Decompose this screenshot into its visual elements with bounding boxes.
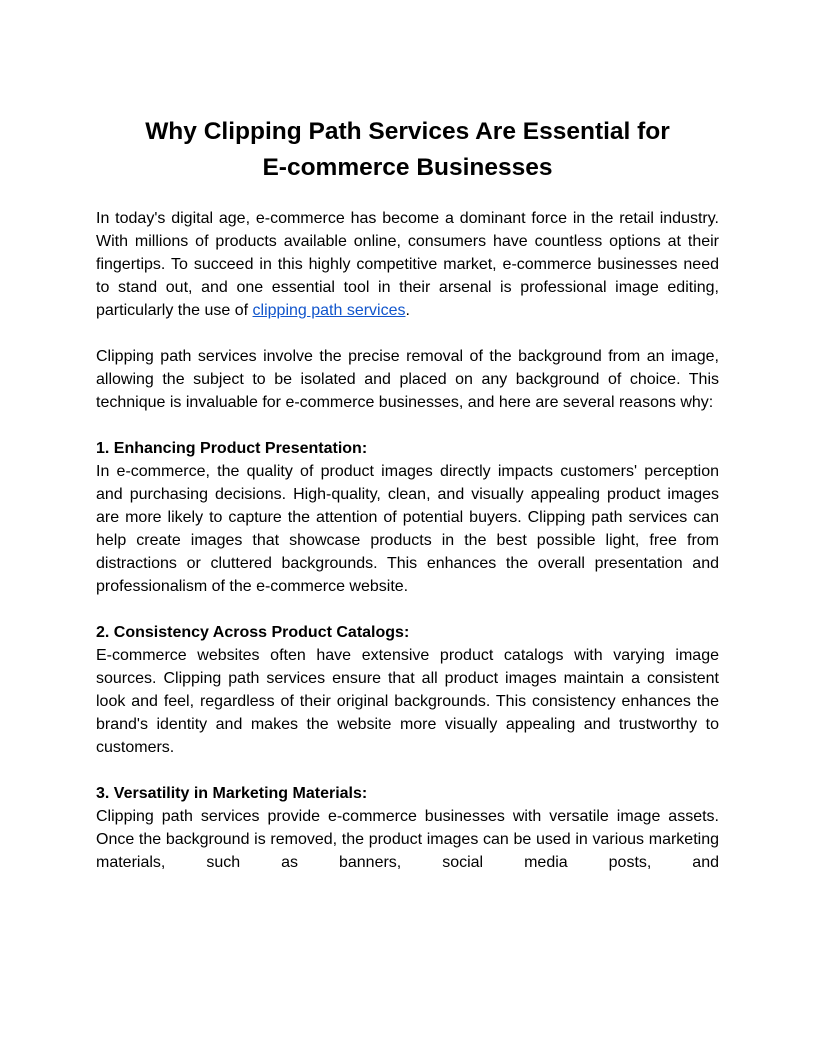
section-heading: 2. Consistency Across Product Catalogs:	[96, 624, 410, 641]
title-line-1: Why Clipping Path Services Are Essential for	[145, 118, 670, 145]
intro-text-end: .	[405, 302, 410, 319]
document-page	[96, 114, 719, 897]
section-1	[96, 437, 719, 598]
clipping-path-services-link[interactable]: clipping path services	[252, 302, 406, 319]
section-2	[96, 621, 719, 759]
intro-text: In today's digital age, e-commerce has become a dominant force in the retail industry. With millions of products available online, consumers have countless options at their fingertips. To succeed in this highly competitive market, e-commerce businesses need to stand out, and one essential tool in their arsenal is professional image editing, particularly the use of	[96, 210, 719, 319]
document-title	[96, 114, 719, 186]
section-heading: 3. Versatility in Marketing Materials:	[96, 785, 368, 802]
section-3	[96, 782, 719, 874]
section-body: E-commerce websites often have extensive product catalogs with varying image sources. Clipping path services ensure that all product images maintain a consistent look and feel, regardless of their original backgrounds. This consistency enhances the brand's identity and makes the website more visually appealing and trustworthy to customers.	[96, 647, 719, 756]
section-heading: 1. Enhancing Product Presentation:	[96, 440, 368, 457]
intro-paragraph	[96, 207, 719, 322]
paragraph-2: Clipping path services involve the precise removal of the background from an image, allowing the subject to be isolated and placed on any background of choice. This technique is invaluable for e-commerce businesses, and here are several reasons why:	[96, 348, 719, 411]
section-body: In e-commerce, the quality of product images directly impacts customers' perception and purchasing decisions. High-quality, clean, and visually appealing product images are more likely to capture the attention of potential buyers. Clipping path services can help create images that showcase products in the best possible light, free from distractions or cluttered backgrounds. This enhances the overall presentation and professionalism of the e-commerce website.	[96, 463, 719, 595]
title-line-2: E-commerce Businesses	[262, 154, 553, 181]
section-body: Clipping path services provide e-commerce businesses with versatile image assets. Once the background is removed, the product images can be used in various marketing materials, such as banners, social media posts, and	[96, 808, 719, 871]
